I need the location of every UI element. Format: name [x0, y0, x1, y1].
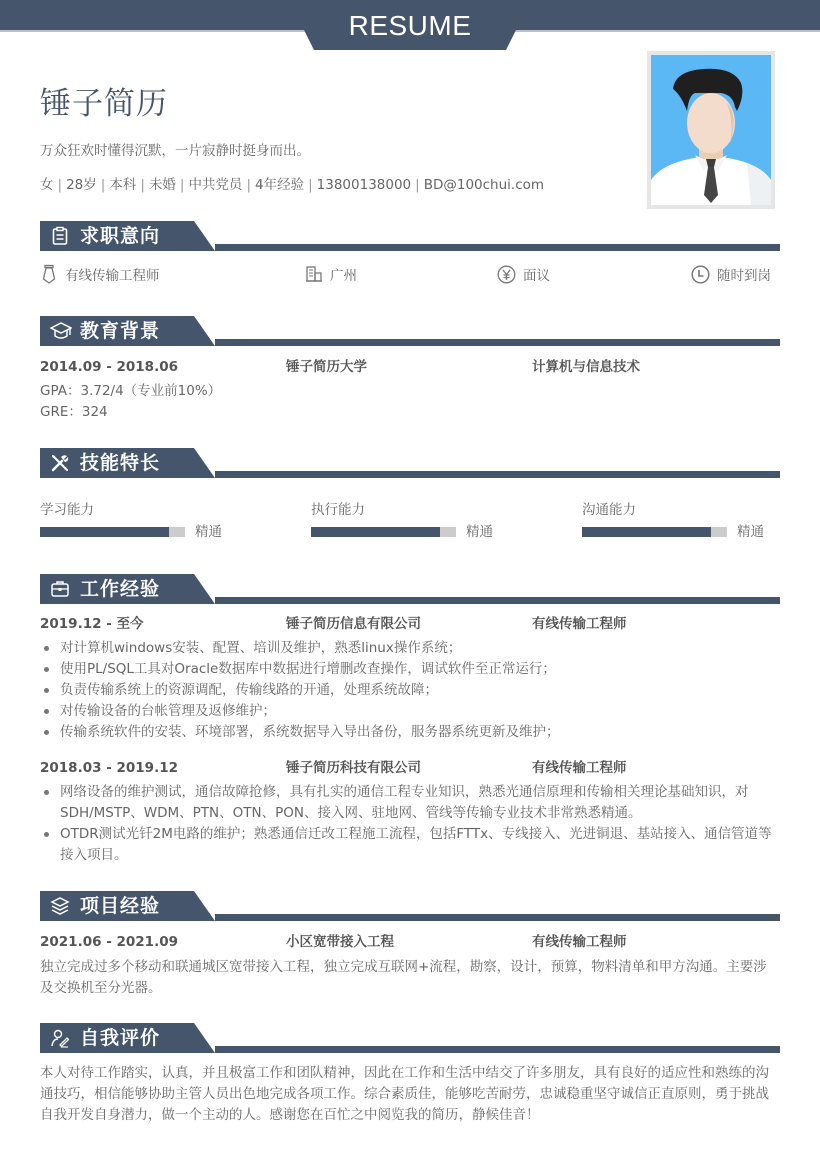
section-title: 教育背景: [80, 320, 161, 342]
info-separator: |: [179, 177, 185, 193]
info-email[interactable]: BD@100chui.com: [423, 177, 545, 193]
skill-progress-bar: [311, 527, 456, 537]
self-evaluation-text: 本人对待工作踏实，认真，并且极富工作和团队精神，因此在工作和生活中结交了许多朋友，具有良好的适应性和熟练的沟通技巧，相信能够协助主管人员出色地完成各项工作。综合素质佳，能够吃苦耐劳，忠诚稳重坚守诚信正直原则，勇于挑战自我开发自身潜力，做一个主动的人。感谢您在百忙之中阅览我的简历，静候佳音！: [40, 1065, 769, 1123]
education-major: 计算机与信息技术: [532, 359, 640, 375]
user-edit-icon: [50, 1028, 70, 1048]
skill-progress-fill: [40, 527, 169, 537]
skill-item: [311, 500, 551, 542]
work-bullet: 对传输设备的台帐管理及返修维护；: [40, 701, 780, 722]
layers-icon: [50, 896, 70, 916]
info-separator: |: [140, 177, 145, 193]
section-underline: [215, 597, 780, 604]
skill-progress-bar: [40, 527, 185, 537]
info-separator: |: [57, 177, 63, 193]
section-title: 技能特长: [80, 452, 161, 474]
project-description: 独立完成过多个移动和联通城区宽带接入工程，独立完成互联网+流程，勘察，设计，预算，物料清单和甲方沟通。主要涉及交换机至分光器。: [40, 959, 767, 996]
intent-availability: [691, 264, 771, 284]
info-separator: |: [308, 177, 313, 193]
section-header-projects: [40, 891, 780, 921]
skill-level: 精通: [195, 524, 222, 540]
tools-icon: [50, 453, 70, 473]
avatar-illustration-icon: [651, 55, 771, 205]
work-row: [40, 758, 780, 778]
intent-city: [305, 264, 357, 284]
work-bullets: [40, 638, 780, 743]
intent-salary-label: 面议: [523, 268, 550, 284]
work-bullet: 网络设备的维护测试，通信故障抢修，具有扎实的通信工程专业知识，熟悉光通信原理和传输相关理论基础知识，对SDH/MSTP、WDM、PTN、OTN、PON、接入网、驻地网、管线等传输专业技术非常熟悉精通。: [40, 782, 780, 824]
info-separator: |: [415, 177, 420, 193]
skill-progress-bar: [582, 527, 727, 537]
intent-position-label: 有线传输工程师: [65, 268, 160, 284]
section-underline: [215, 244, 780, 251]
info-experience: 4年经验: [255, 177, 305, 193]
avatar: [651, 55, 771, 205]
info-phone: 13800138000: [316, 177, 412, 193]
section-header-skills: [40, 448, 780, 478]
education-gpa: GPA：3.72/4（专业前10%）: [40, 383, 222, 399]
project-role: 有线传输工程师: [532, 934, 627, 950]
work-company: 锤子简历信息有限公司: [286, 616, 421, 632]
work-company: 锤子简历科技有限公司: [286, 760, 421, 776]
resume-title: RESUME: [348, 10, 472, 41]
section-underline: [215, 914, 780, 921]
skill-progress-fill: [582, 527, 711, 537]
work-bullet: 使用PL/SQL工具对Oracle数据库中数据进行增删改查操作，调试软件至正常运行；: [40, 659, 780, 680]
info-political: 中共党员: [188, 177, 243, 193]
candidate-motto: 万众狂欢时懂得沉默，一片寂静时挺身而出。: [40, 143, 310, 159]
section-header-self-eval: [40, 1023, 780, 1053]
work-bullets: [40, 782, 780, 866]
info-age: 28岁: [66, 177, 97, 193]
briefcase-icon: [50, 579, 70, 599]
education-period: 2014.09 - 2018.06: [40, 359, 178, 375]
section-title: 求职意向: [80, 225, 161, 247]
skill-level: 精通: [737, 524, 764, 540]
info-separator: |: [100, 177, 106, 193]
skill-item: [40, 500, 280, 542]
work-bullet: 对计算机windows安装、配置、培训及维护，熟悉linux操作系统；: [40, 638, 780, 659]
section-title: 项目经验: [80, 895, 161, 917]
tie-icon: [40, 264, 58, 284]
section-underline: [215, 1046, 780, 1053]
section-header-education: [40, 316, 780, 346]
info-degree: 本科: [109, 177, 137, 193]
education-school: 锤子简历大学: [286, 359, 367, 375]
work-bullet: 传输系统软件的安装、环境部署，系统数据导入导出备份，服务器系统更新及维护；: [40, 722, 780, 743]
clipboard-icon: [50, 226, 70, 246]
building-icon: [305, 265, 323, 283]
skill-name: 沟通能力: [582, 502, 636, 518]
work-bullet: OTDR测试光钎2M电路的维护；熟悉通信迁改工程施工流程，包括FTTx、专线接入、光进铜退、基站接入、通信管道等接入项目。: [40, 824, 780, 866]
education-row: [40, 357, 780, 377]
section-underline: [215, 339, 780, 346]
project-period: 2021.06 - 2021.09: [40, 934, 178, 950]
skill-progress-fill: [311, 527, 440, 537]
section-header-intent: [40, 221, 780, 251]
skill-name: 执行能力: [311, 502, 365, 518]
project-row: [40, 932, 780, 952]
clock-icon: [691, 265, 710, 284]
job-intent-row: [40, 264, 780, 288]
work-position: 有线传输工程师: [532, 616, 627, 632]
graduation-cap-icon: [50, 321, 70, 341]
info-separator: |: [246, 177, 251, 193]
work-row: [40, 614, 780, 634]
candidate-info: [40, 175, 544, 195]
section-underline: [215, 471, 780, 478]
info-gender: 女: [40, 177, 54, 193]
candidate-name: 锤子简历: [40, 86, 168, 122]
skill-name: 学习能力: [40, 502, 94, 518]
intent-city-label: 广州: [330, 268, 357, 284]
work-bullet: 负责传输系统上的资源调配，传输线路的开通，处理系统故障；: [40, 680, 780, 701]
section-header-work: [40, 574, 780, 604]
work-period: 2018.03 - 2019.12: [40, 760, 178, 776]
project-name: 小区宽带接入工程: [286, 934, 394, 950]
work-period: 2019.12 - 至今: [40, 616, 144, 632]
intent-position: [40, 264, 160, 284]
intent-salary: [497, 264, 550, 284]
work-position: 有线传输工程师: [532, 760, 627, 776]
skill-item: [582, 500, 820, 542]
section-title: 自我评价: [80, 1027, 161, 1049]
skill-level: 精通: [466, 524, 493, 540]
education-gre: GRE：324: [40, 404, 108, 420]
section-title: 工作经验: [80, 578, 161, 600]
intent-availability-label: 随时到岗: [717, 268, 771, 284]
yen-icon: [497, 265, 516, 284]
photo-frame: [647, 51, 775, 209]
info-marital: 未婚: [148, 177, 176, 193]
